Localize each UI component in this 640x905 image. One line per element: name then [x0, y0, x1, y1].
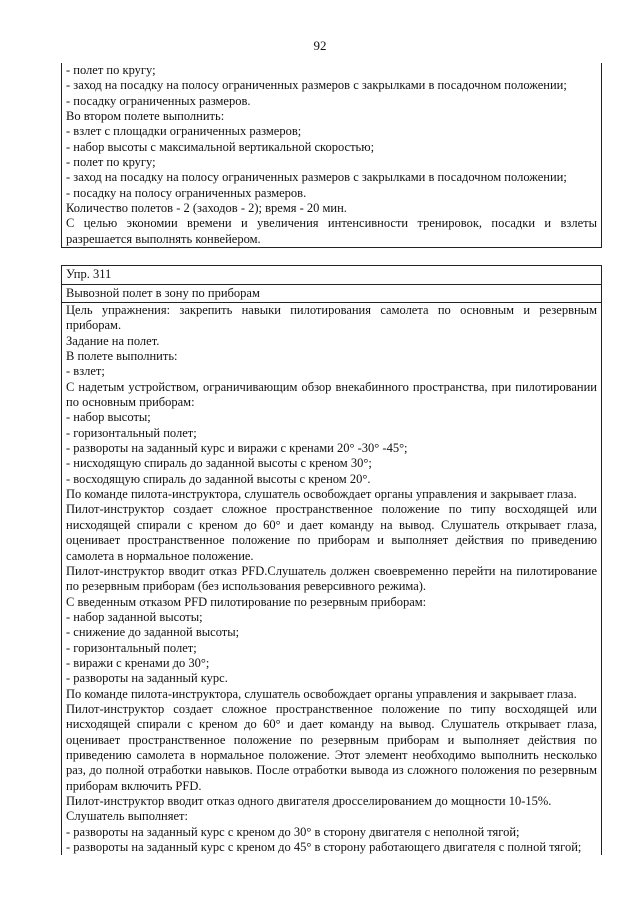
list-item: - развороты на заданный курс и виражи с кренами 20° -30° -45°;	[66, 441, 408, 456]
list-item: - развороты на заданный курс.	[66, 671, 228, 686]
previous-exercise-box	[61, 63, 602, 248]
list-item: - набор заданной высоты;	[66, 609, 203, 624]
in-flight-label: В полете выполнить:	[66, 349, 178, 364]
previous-exercise-lines	[62, 63, 601, 216]
list-item: - горизонтальный полет;	[66, 640, 197, 655]
list-item: - набор высоты;	[66, 410, 151, 425]
instructor-command-1: По команде пилота-инструктора, слушатель освобождает органы управления и закрывает глаза.	[66, 487, 577, 502]
hood-intro: С надетым устройством, ограничивающим обзор внекабинного пространства, при пилотировании по основным приборам:	[66, 379, 597, 410]
pfd-failure-paragraph: Пилот-инструктор вводит отказ PFD.Слушатель должен своевременно перейти на пилотирование по резервным приборам (без использования реверсивного режима).	[66, 563, 597, 594]
list-item: - развороты на заданный курс с креном до 30° в сторону двигателя с неполной тягой;	[66, 824, 520, 839]
list-item: - снижение до заданной высоты;	[66, 625, 240, 640]
text-line: Во втором полете выполнить:	[66, 109, 225, 124]
text-line: - заход на посадку на полосу ограниченных размеров с закрылками в посадочном положении;	[66, 170, 567, 185]
text-line: - заход на посадку на полосу ограниченных размеров с закрылками в посадочном положении;	[66, 78, 567, 93]
list-item: - развороты на заданный курс с креном до 45° в сторону работающего двигателя с полной тягой;	[66, 840, 582, 855]
page-number: 92	[313, 38, 327, 53]
text-line: - набор высоты с максимальной вертикальной скоростью;	[66, 139, 375, 154]
text-line: Количество полетов - 2 (заходов - 2); время - 20 мин.	[66, 201, 347, 216]
recovery-paragraph-2: Пилот-инструктор создает сложное пространственное положение по типу восходящей или нисходящей спирали с креном до 60° и дает команду на вывод. Слушатель открывает глаза, оценивает пространственное положение по резервным приборам и выполняет действия по приведению самолета в нормальное положение. Этот элемент необходимо выполнить несколько раз, до полной отработки навыков. После отработки вывода из сложного положения по резервным приборам включить PFD.	[66, 701, 597, 793]
engine-turns-list	[62, 825, 601, 856]
list-item: - горизонтальный полет;	[66, 425, 197, 440]
takeoff-item: - взлет;	[66, 364, 105, 379]
text-line: - полет по кругу;	[66, 155, 156, 170]
task-label: Задание на полет.	[66, 333, 160, 348]
backup-instruments-list	[62, 610, 601, 687]
student-does-label: Слушатель выполняет:	[66, 809, 188, 824]
instructor-command-2: По команде пилота-инструктора, слушатель освобождает органы управления и закрывает глаза.	[66, 686, 577, 701]
list-item: - виражи с кренами до 30°;	[66, 655, 210, 670]
exercise-number: Упр. 311	[62, 266, 601, 285]
text-line: - посадку ограниченных размеров.	[66, 93, 251, 108]
exercise-title: Вывозной полет в зону по приборам	[62, 285, 601, 304]
recovery-paragraph-1: Пилот-инструктор создает сложное пространственное положение по типу восходящей или нисходящей спирали с креном до 60° и дает команду на вывод. Слушатель открывает глаза, оценивает пространственное положение по приборам и выполняет действия по приведению самолета в нормальное положение.	[66, 502, 597, 563]
list-item: - нисходящую спираль до заданной высоты с креном 30°;	[66, 456, 372, 471]
text-line: - взлет с площадки ограниченных размеров;	[66, 124, 302, 139]
list-item: - восходящую спираль до заданной высоты с креном 20°.	[66, 471, 371, 486]
text-line: - полет по кругу;	[66, 63, 156, 77]
exercise-goal: Цель упражнения: закрепить навыки пилотирования самолета по основным и резервным приборам.	[66, 303, 597, 333]
conveyor-note: С целью экономии времени и увеличения интенсивности тренировок, посадки и взлеты разрешается выполнять конвейером.	[66, 216, 597, 246]
main-instruments-list	[62, 410, 601, 487]
text-line: - посадку на полосу ограниченных размеров.	[66, 185, 307, 200]
engine-failure-paragraph: Пилот-инструктор вводит отказ одного двигателя дросселированием до мощности 10-15%.	[66, 794, 552, 808]
backup-intro: С введенным отказом PFD пилотирование по резервным приборам:	[66, 594, 427, 609]
exercise-311-box	[61, 265, 602, 855]
